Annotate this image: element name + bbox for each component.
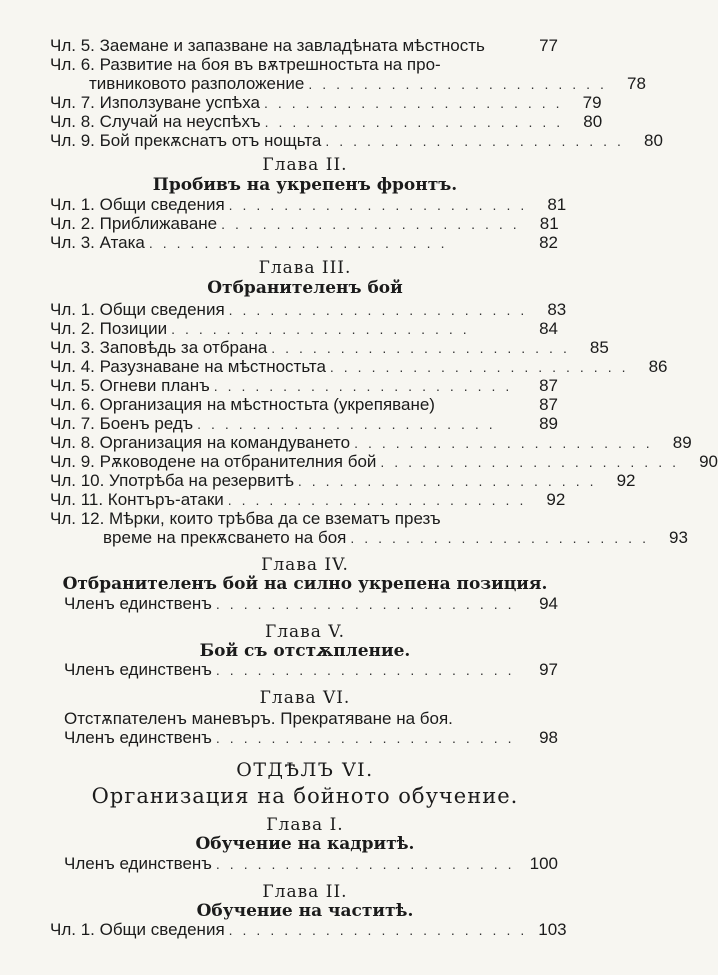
toc-label: Чл. 1. Общи сведения bbox=[50, 920, 225, 939]
toc-entry bbox=[50, 920, 567, 940]
toc-label: Чл. 12. Мѣрки, които трѣбва да се взематъ презъ bbox=[50, 509, 441, 528]
toc-label: Чл. 7. Боенъ редъ bbox=[50, 414, 194, 433]
toc-entry bbox=[64, 594, 558, 614]
toc-label: Чл. 1. Общи сведения bbox=[50, 300, 225, 319]
toc-page: 100 bbox=[529, 854, 558, 873]
toc-page: 103 bbox=[538, 920, 567, 939]
toc-leader: ...................... bbox=[148, 235, 455, 251]
toc-label: Чл. 8. Случай на неуспѣхъ bbox=[50, 112, 261, 131]
toc-leader: ...................... bbox=[380, 454, 686, 470]
chapter-title: Обучение на частитѣ. bbox=[196, 901, 414, 921]
toc-entry bbox=[64, 854, 558, 874]
toc-leader: ...................... bbox=[221, 216, 527, 232]
toc-page: 87 bbox=[539, 376, 558, 395]
toc-entry bbox=[50, 233, 558, 253]
toc-leader: ...................... bbox=[171, 321, 477, 337]
chapter-heading: Глава III. bbox=[258, 258, 352, 278]
toc-label: Чл. 2. Позиции bbox=[50, 319, 168, 338]
section-heading: ОТДѢЛЪ VI. bbox=[236, 759, 374, 781]
toc-entry bbox=[50, 214, 558, 234]
chapter-heading: Глава V. bbox=[264, 622, 345, 642]
toc-label: Чл. 8. Организация на командуването bbox=[50, 433, 351, 452]
toc-page: 78 bbox=[626, 74, 646, 93]
toc-entry bbox=[50, 319, 558, 339]
toc-entry bbox=[50, 395, 558, 414]
toc-page: 86 bbox=[648, 357, 668, 376]
toc-leader: ...................... bbox=[197, 416, 503, 432]
toc-label: Чл. 9. Рѫководене на отбранителния бой bbox=[50, 452, 377, 471]
toc-page: 93 bbox=[669, 528, 688, 547]
toc-entry bbox=[50, 414, 558, 434]
toc-page: 89 bbox=[539, 414, 558, 433]
toc-label: Чл. 3. Заповѣдь за отбрана bbox=[50, 338, 268, 357]
toc-leader: ...................... bbox=[325, 133, 631, 149]
toc-entry bbox=[50, 195, 567, 215]
toc-label: Чл. 4. Разузнаване на мѣстностьта bbox=[50, 357, 326, 376]
toc-label: Чл. 6. Развитие на боя въ вѫтрешностьта на про- bbox=[50, 55, 441, 74]
toc-entry bbox=[50, 300, 567, 320]
toc-entry bbox=[50, 490, 566, 510]
toc-page: 94 bbox=[539, 594, 558, 613]
toc-page: 81 bbox=[547, 195, 567, 214]
toc-entry bbox=[50, 357, 668, 377]
toc-entry bbox=[103, 528, 688, 548]
toc-page: 84 bbox=[539, 319, 558, 338]
toc-page: 80 bbox=[644, 131, 663, 150]
toc-label: Чл. 2. Приближаване bbox=[50, 214, 218, 233]
toc-leader: ...................... bbox=[213, 378, 520, 394]
chapter-title: Бой съ отстѫпление. bbox=[199, 641, 411, 661]
toc-leader: ...................... bbox=[228, 922, 535, 938]
toc-entry bbox=[50, 452, 718, 472]
toc-leader: ...................... bbox=[308, 76, 614, 92]
toc-leader: ...................... bbox=[215, 596, 522, 612]
toc-entry bbox=[50, 55, 558, 74]
toc-leader: ...................... bbox=[354, 435, 660, 451]
toc-page: 79 bbox=[582, 93, 602, 112]
toc-page: 92 bbox=[616, 471, 636, 490]
toc-entry bbox=[50, 376, 558, 396]
chapter-heading: Глава I. bbox=[266, 815, 344, 835]
toc-leader: ...................... bbox=[215, 730, 522, 746]
section-title: Организация на бойното обучение. bbox=[91, 784, 519, 808]
toc-page: 87 bbox=[539, 395, 558, 414]
toc-page: 81 bbox=[539, 214, 559, 233]
toc-label: Чл. 1. Общи сведения bbox=[50, 195, 225, 214]
toc-page: 77 bbox=[539, 36, 558, 55]
toc-leader: ...................... bbox=[228, 197, 535, 213]
chapter-heading: Глава II. bbox=[262, 155, 348, 175]
chapter-title: Отбранителенъ бой bbox=[207, 278, 403, 298]
toc-leader: ...................... bbox=[227, 492, 534, 508]
toc-page: 92 bbox=[546, 490, 566, 509]
toc-page: 80 bbox=[583, 112, 603, 131]
toc-entry bbox=[89, 74, 646, 94]
toc-label: Членъ единственъ bbox=[64, 660, 212, 679]
chapter-title: Обучение на кадритѣ. bbox=[195, 834, 415, 854]
chapter-subtitle: Отстѫпателенъ маневъръ. Прекратяване на боя. bbox=[64, 709, 453, 728]
toc-label: тивниковото разположение bbox=[89, 74, 305, 93]
toc-label: Чл. 10. Употрѣба на резервитѣ bbox=[50, 471, 294, 490]
toc-page: 89 bbox=[672, 433, 692, 452]
toc-entry bbox=[50, 471, 636, 491]
toc-page: 83 bbox=[547, 300, 567, 319]
chapter-title: Пробивъ на укрепенъ фронтъ. bbox=[152, 175, 458, 195]
toc-label: Чл. 11. Контъръ-атаки bbox=[50, 490, 224, 509]
toc-label: Членъ единственъ bbox=[64, 594, 212, 613]
toc-leader: ...................... bbox=[215, 856, 522, 872]
toc-page: 90 bbox=[699, 452, 718, 471]
toc-entry bbox=[64, 728, 558, 748]
toc-leader: ...................... bbox=[228, 302, 535, 318]
toc-label: Чл. 6. Организация на мѣстностьта (укрепяване) bbox=[50, 395, 435, 414]
toc-entry bbox=[64, 660, 558, 680]
toc-page: 97 bbox=[539, 660, 558, 679]
toc-page: 82 bbox=[539, 233, 558, 252]
toc-label: Чл. 3. Атака bbox=[50, 233, 145, 252]
chapter-title: Отбранителенъ бой на силно укрепена позиция. bbox=[62, 574, 548, 594]
chapter-heading: Глава II. bbox=[262, 882, 348, 902]
toc-entry bbox=[50, 338, 609, 358]
chapter-heading: Глава VI. bbox=[259, 688, 351, 708]
toc-label: време на прекѫсването на боя bbox=[103, 528, 347, 547]
toc-entry bbox=[50, 131, 663, 151]
toc-leader: ...................... bbox=[329, 359, 636, 375]
chapter-heading: Глава IV. bbox=[261, 555, 349, 575]
toc-leader: ...................... bbox=[264, 114, 571, 130]
toc-entry bbox=[50, 509, 558, 528]
toc-leader: ...................... bbox=[263, 95, 570, 111]
toc-label: Чл. 5. Заемане и запазване на завладѣната мѣстность bbox=[50, 36, 485, 55]
toc-page: 85 bbox=[589, 338, 609, 357]
toc-page: 98 bbox=[539, 728, 558, 747]
toc-entry bbox=[50, 93, 602, 113]
toc-leader: ...................... bbox=[271, 340, 577, 356]
toc-label: Чл. 5. Огневи планъ bbox=[50, 376, 210, 395]
toc-label: Членъ единственъ bbox=[64, 854, 212, 873]
toc-label: Чл. 7. Използуване успѣха bbox=[50, 93, 260, 112]
toc-entry bbox=[50, 36, 558, 55]
toc-label: Чл. 9. Бой прекѫснатъ отъ нощьта bbox=[50, 131, 322, 150]
toc-leader: ...................... bbox=[350, 530, 656, 546]
toc-leader: ...................... bbox=[215, 662, 522, 678]
toc-label: Членъ единственъ bbox=[64, 728, 212, 747]
toc-entry bbox=[50, 433, 692, 453]
toc-entry bbox=[50, 112, 603, 132]
toc-leader: ...................... bbox=[297, 473, 604, 489]
